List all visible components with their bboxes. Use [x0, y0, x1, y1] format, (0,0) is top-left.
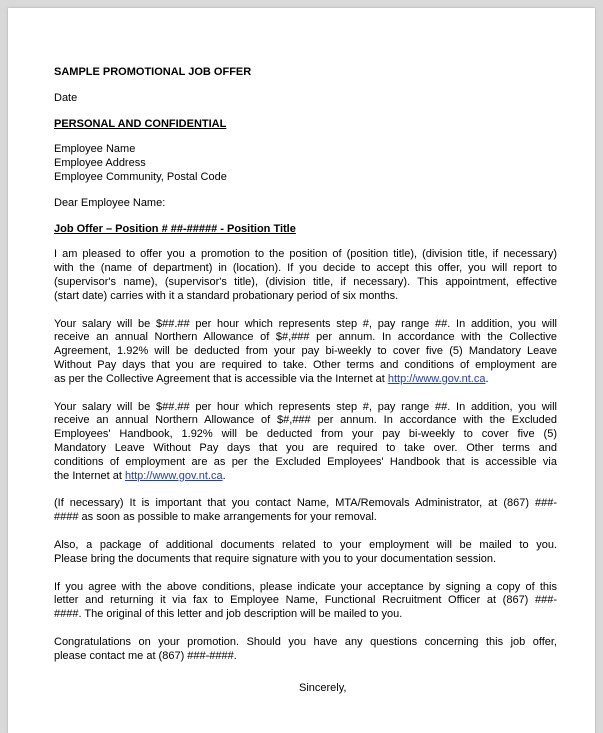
paragraph-line: I am pleased to offer you a promotion to the position of (position title), (division title, if necessary) [54, 248, 557, 261]
recipient-address [54, 143, 557, 184]
paragraph-line [54, 373, 557, 387]
paragraph-removal [54, 497, 557, 525]
paragraph-line: (If necessary) It is important that you contact Name, MTA/Removals Administrator, at (867) ###- [54, 497, 557, 510]
gov-website-link[interactable]: http://www.gov.nt.ca [124, 469, 223, 482]
paragraph-line: letter and returning it via fax to Employee Name, Functional Recruitment Officer at (867) ###- [54, 594, 557, 607]
paragraph-line: conditions of employment are as per the Excluded Employees' Handbook that is accessible via [54, 455, 557, 468]
paragraph-promotion [54, 248, 557, 303]
address-line: Employee Name [54, 143, 136, 156]
paragraph-line [54, 470, 557, 484]
paragraph-line: Congratulations on your promotion. Should you have any questions concerning this job offer, [54, 635, 557, 648]
paragraph-documents [54, 539, 557, 567]
paragraph-text: . [222, 469, 226, 482]
paragraph-acceptance [54, 581, 557, 622]
letter-body [54, 66, 557, 695]
address-line: Employee Address [54, 157, 146, 170]
paragraph-line: Please bring the documents that require signature with you to your documentation session. [54, 552, 497, 565]
paragraph-line: (start date) carries with it a standard probationary period of six months. [54, 289, 399, 302]
paragraph-line: Employees' Handbook, 1.92% will be deducted from your pay bi-weekly to cover five (5) [54, 428, 557, 441]
paragraph-line: receive an annual Northern Allowance of $#,### per annum. In accordance with the Collective [54, 331, 557, 344]
paragraph-line: with the (name of department) in (location). If you decide to accept this offer, you will report to [54, 262, 557, 275]
paragraph-line: (supervisor's name), (supervisor's title), (division title, if necessary). This appointment, effective [54, 275, 557, 288]
paragraph-text: . [485, 372, 489, 385]
salutation: Dear Employee Name: [54, 196, 166, 209]
paragraph-line: Your salary will be $##.## per hour which represents step #, pay range ##. In addition, you will [54, 317, 557, 330]
paragraph-text: as per the Collective Agreement that is accessible via the Internet at [54, 372, 388, 385]
paragraph-text: the Internet at [54, 469, 125, 482]
paragraph-line: receive an annual Northern Allowance of $#,### per annum. In accordance with the Excluded [54, 414, 557, 427]
paragraph-line: Without Pay days that you are required to take. Other terms and conditions of employment are [54, 358, 557, 371]
date-line: Date [54, 91, 78, 104]
paragraph-salary-collective [54, 318, 557, 387]
paragraph-line: Mandatory Leave Without Pay days that you are required to take over. Other terms and [54, 441, 557, 454]
paragraph-line: ####. The original of this letter and job description will be mailed to you. [54, 608, 403, 621]
document-page [8, 8, 595, 733]
paragraph-line: #### as soon as possible to make arrangements for your removal. [54, 511, 377, 524]
paragraph-salary-excluded [54, 401, 557, 484]
paragraph-line: please contact me at (867) ###-####. [54, 649, 237, 662]
address-line: Employee Community, Postal Code [54, 170, 227, 183]
gov-website-link[interactable]: http://www.gov.nt.ca [387, 372, 486, 385]
paragraph-line: Agreement, 1.92% will be deducted from your pay bi-weekly to cover five (5) Mandatory Leave [54, 345, 557, 358]
paragraph-line: Your salary will be $##.## per hour which represents step #, pay range ##. In addition, you will [54, 400, 557, 413]
paragraph-line: Also, a package of additional documents related to your employment will be mailed to you. [54, 538, 557, 551]
closing-sincerely: Sincerely, [299, 681, 347, 694]
document-title: SAMPLE PROMOTIONAL JOB OFFER [54, 66, 252, 78]
paragraph-line: If you agree with the above conditions, please indicate your acceptance by signing a copy of this [54, 580, 557, 593]
confidential-heading: PERSONAL AND CONFIDENTIAL [54, 117, 227, 130]
paragraph-congratulations [54, 636, 557, 664]
subject-line: Job Offer – Position # ##-##### - Position Title [54, 222, 296, 235]
